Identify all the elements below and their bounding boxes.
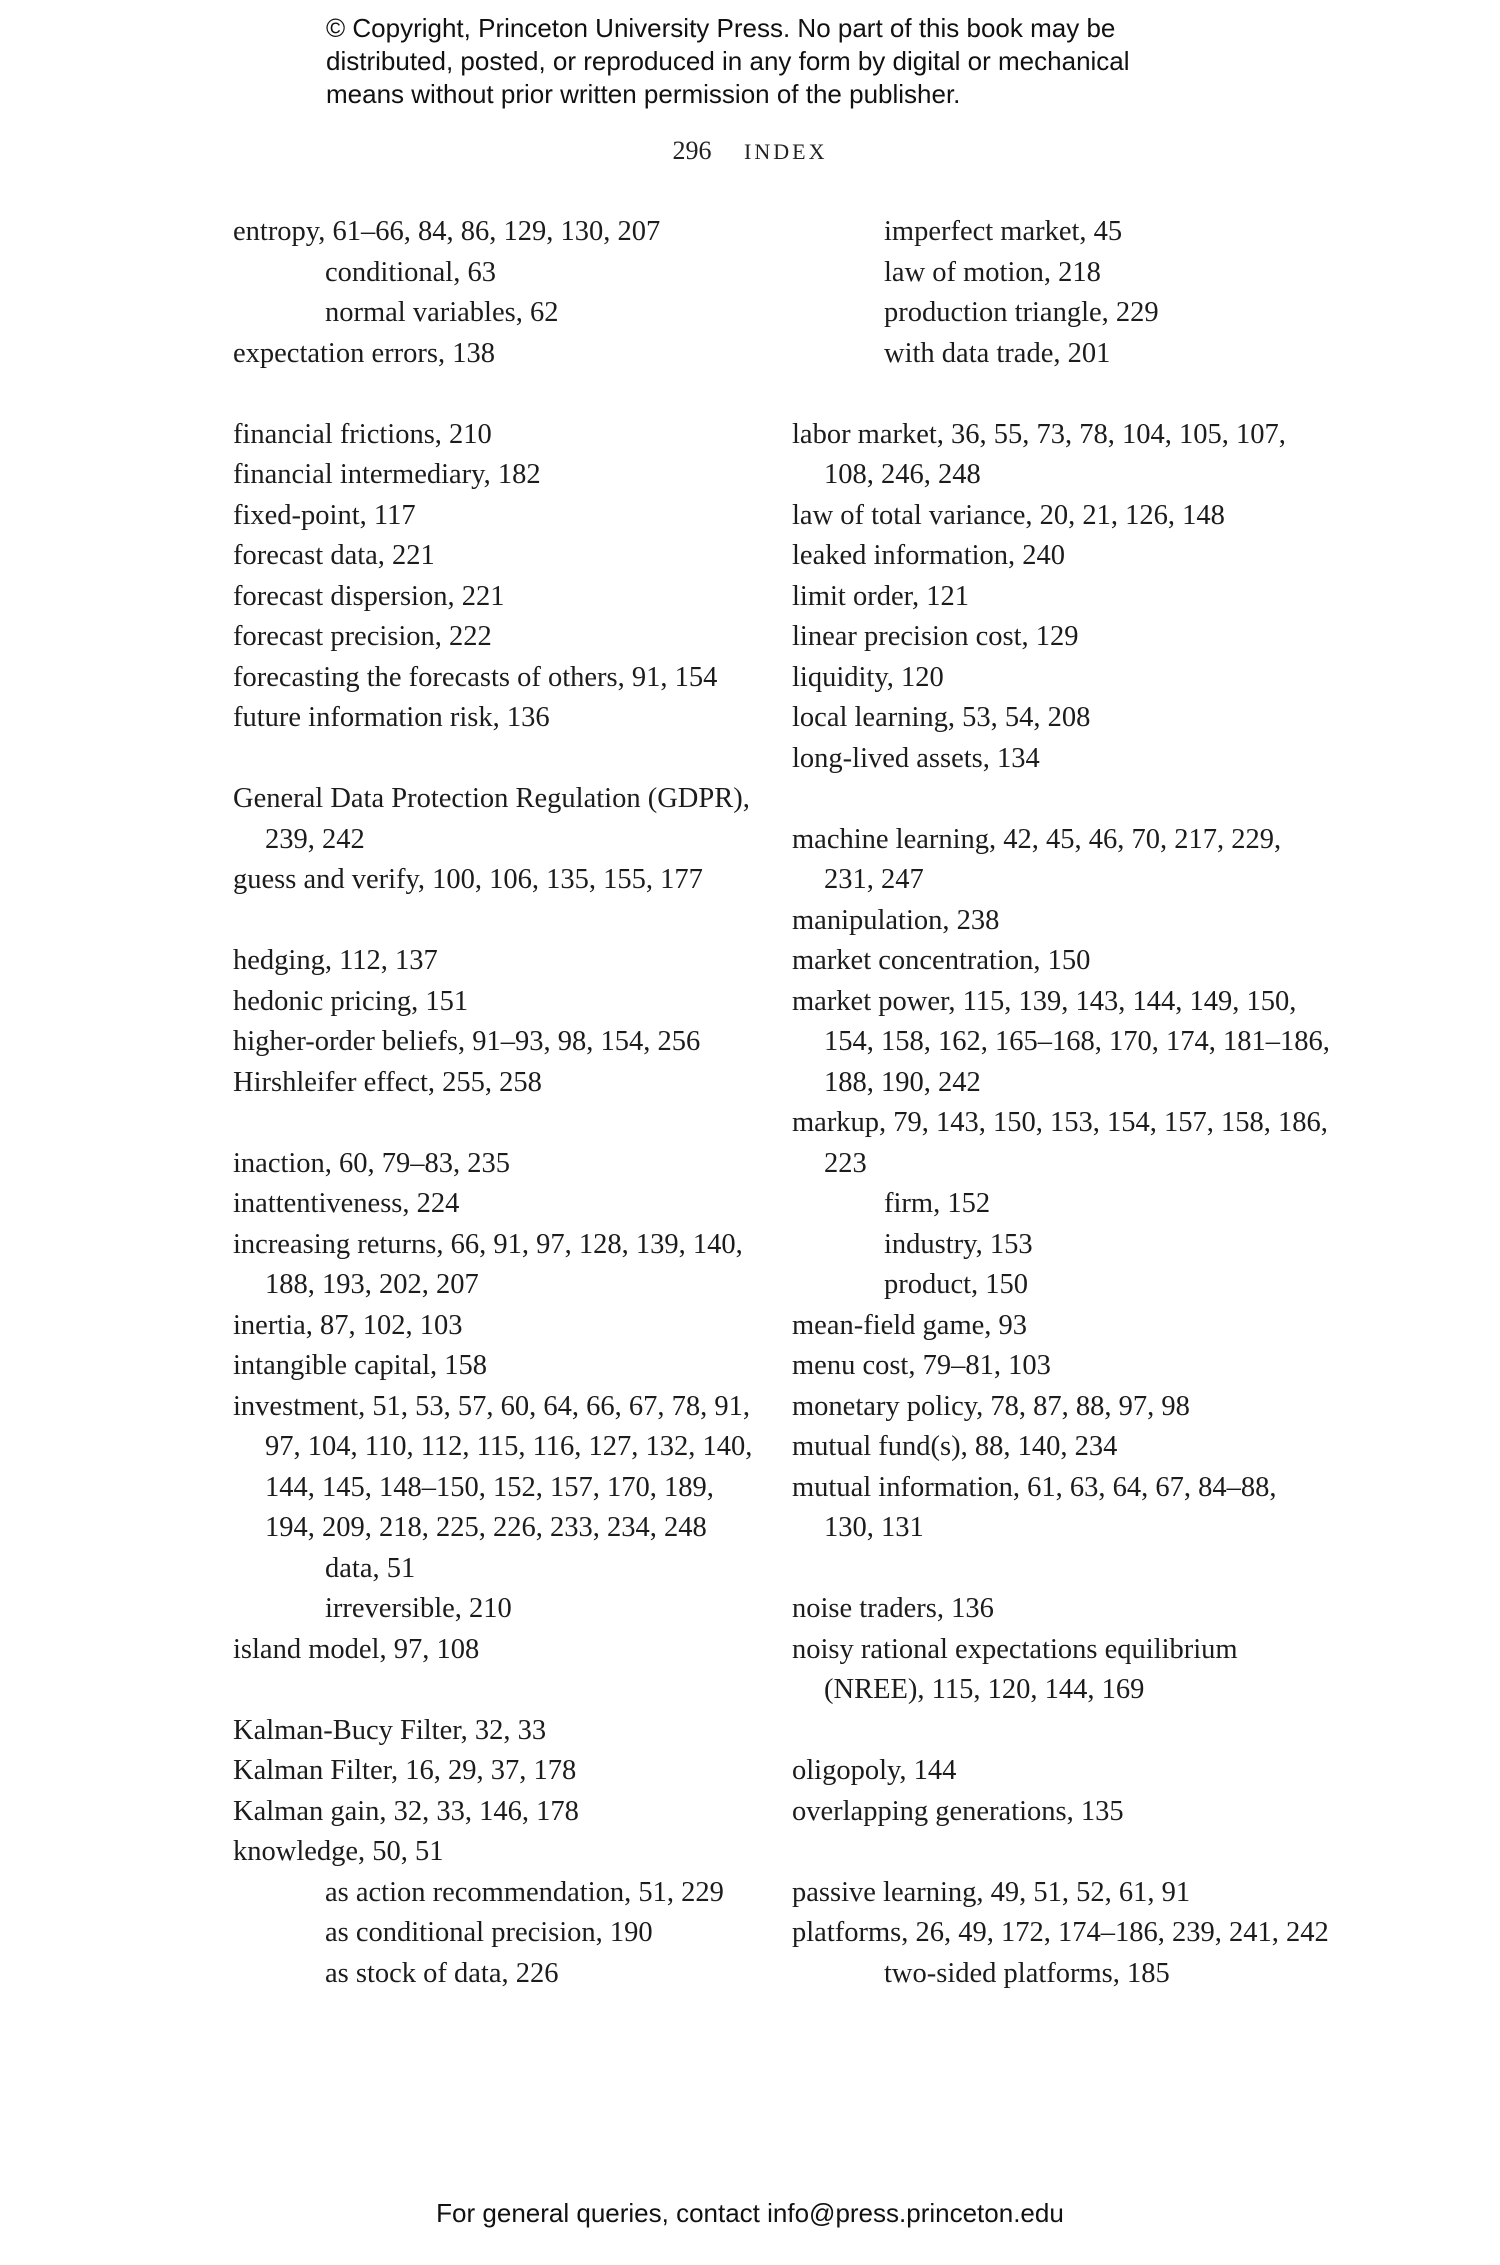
index-entry: expectation errors, 138: [233, 337, 495, 369]
index-entry: linear precision cost, 129: [792, 621, 1079, 652]
index-subentry: as stock of data, 226: [325, 1957, 559, 1989]
index-entry: passive learning, 49, 51, 52, 61, 91: [792, 1876, 1191, 1908]
letter-group-gap: [792, 374, 1332, 415]
index-entry: Kalman Filter, 16, 29, 37, 178: [233, 1755, 577, 1786]
index-entry: inattentiveness, 224: [233, 1188, 460, 1219]
index-entry: noise traders, 136: [792, 1593, 994, 1624]
index-subentry: conditional, 63: [325, 256, 496, 288]
section-title: INDEX: [744, 139, 828, 164]
index-entry: local learning, 53, 54, 208: [792, 702, 1091, 733]
index-column-right: [792, 212, 1332, 1994]
index-subentry: as conditional precision, 190: [325, 1917, 653, 1948]
index-entry: inertia, 87, 102, 103: [233, 1309, 463, 1341]
index-entry: increasing returns, 66, 91, 97, 128, 139, 140, 188, 193, 202, 207: [233, 1228, 743, 1300]
index-entry: long-lived assets, 134: [792, 742, 1040, 774]
index-entry: leaked information, 240: [792, 540, 1066, 571]
index-column-left: [233, 212, 753, 1994]
index-entry: mean-field game, 93: [792, 1309, 1028, 1341]
letter-group-gap: [792, 1711, 1332, 1752]
index-entry: machine learning, 42, 45, 46, 70, 217, 229, 231, 247: [792, 823, 1282, 895]
running-head: [0, 136, 1500, 166]
index-entry: oligopoly, 144: [792, 1755, 957, 1786]
index-entry: Kalman-Bucy Filter, 32, 33: [233, 1714, 547, 1746]
index-entry: future information risk, 136: [233, 702, 550, 733]
index-entry: markup, 79, 143, 150, 153, 154, 157, 158, 186, 223: [792, 1107, 1328, 1179]
index-entry: financial intermediary, 182: [233, 459, 541, 490]
index-entry: mutual information, 61, 63, 64, 67, 84–88, 130, 131: [792, 1471, 1277, 1543]
letter-group-gap: [792, 779, 1332, 820]
footer-contact: For general queries, contact info@press.princeton.edu: [436, 2198, 1064, 2228]
index-subentry: as action recommendation, 51, 229: [325, 1876, 724, 1908]
index-entry: forecast dispersion, 221: [233, 580, 505, 612]
index-entry: mutual fund(s), 88, 140, 234: [792, 1431, 1118, 1462]
index-entry: guess and verify, 100, 106, 135, 155, 177: [233, 864, 703, 895]
index-subentry: data, 51: [325, 1552, 416, 1584]
index-entry: monetary policy, 78, 87, 88, 97, 98: [792, 1390, 1190, 1422]
index-entry: forecast data, 221: [233, 540, 435, 571]
index-subentry: firm, 152: [884, 1188, 991, 1219]
index-entry: law of total variance, 20, 21, 126, 148: [792, 499, 1225, 531]
index-entry: labor market, 36, 55, 73, 78, 104, 105, 107, 108, 246, 248: [792, 418, 1286, 490]
index-entry: island model, 97, 108: [233, 1633, 480, 1665]
index-entry: General Data Protection Regulation (GDPR), 239, 242: [233, 783, 750, 855]
index-entry: higher-order beliefs, 91–93, 98, 154, 256: [233, 1026, 701, 1057]
letter-group-gap: [792, 1549, 1332, 1590]
index-entry: market concentration, 150: [792, 945, 1091, 976]
index-entry: limit order, 121: [792, 580, 969, 612]
index-entry: intangible capital, 158: [233, 1350, 488, 1381]
letter-group-gap: [233, 901, 753, 942]
index-entry: fixed-point, 117: [233, 499, 416, 531]
index-subentry: product, 150: [884, 1269, 1029, 1300]
index-entry: knowledge, 50, 51: [233, 1836, 444, 1867]
index-entry: menu cost, 79–81, 103: [792, 1350, 1051, 1381]
index-entry: investment, 51, 53, 57, 60, 64, 66, 67, 78, 91, 97, 104, 110, 112, 115, 116, 127, 132, 140, 144, 145, 148–150, 152, 157, 170, 189, 194, 209, 218, 225, 226, 233, 234, 248: [233, 1390, 753, 1543]
index-subentry: with data trade, 201: [884, 337, 1111, 369]
index-subentry: industry, 153: [884, 1228, 1033, 1260]
index-entry: noisy rational expectations equilibrium (NREE), 115, 120, 144, 169: [792, 1633, 1238, 1705]
letter-group-gap: [233, 1670, 753, 1711]
copyright-line: means without prior written permission of the publisher.: [326, 79, 961, 109]
index-entry: liquidity, 120: [792, 661, 944, 693]
index-entry: hedonic pricing, 151: [233, 985, 469, 1017]
copyright-notice: [326, 12, 1226, 111]
index-entry: hedging, 112, 137: [233, 945, 438, 976]
index-subentry: normal variables, 62: [325, 297, 559, 328]
letter-group-gap: [792, 1832, 1332, 1873]
copyright-line: © Copyright, Princeton University Press. No part of this book may be: [326, 13, 1116, 43]
index-entry: inaction, 60, 79–83, 235: [233, 1147, 511, 1179]
index-subentry: production triangle, 229: [884, 297, 1159, 328]
index-entry: entropy, 61–66, 84, 86, 129, 130, 207: [233, 216, 661, 247]
index-entry: manipulation, 238: [792, 904, 1000, 936]
page-number: 296: [672, 136, 712, 165]
index-entry: Kalman gain, 32, 33, 146, 178: [233, 1795, 579, 1827]
index-entry: financial frictions, 210: [233, 418, 492, 450]
letter-group-gap: [233, 1103, 753, 1144]
index-subentry: irreversible, 210: [325, 1593, 512, 1624]
index-entry: Hirshleifer effect, 255, 258: [233, 1066, 542, 1098]
index-entry: market power, 115, 139, 143, 144, 149, 150, 154, 158, 162, 165–168, 170, 174, 181–186, 188, 190, 242: [792, 985, 1330, 1098]
index-entry: overlapping generations, 135: [792, 1795, 1124, 1827]
index-entry: forecasting the forecasts of others, 91, 154: [233, 661, 718, 693]
letter-group-gap: [233, 739, 753, 780]
copyright-line: distributed, posted, or reproduced in any form by digital or mechanical: [326, 46, 1130, 76]
index-subentry: law of motion, 218: [884, 256, 1101, 288]
index-entry: forecast precision, 222: [233, 621, 492, 652]
index-subentry: imperfect market, 45: [884, 216, 1123, 247]
letter-group-gap: [233, 374, 753, 415]
index-subentry: two-sided platforms, 185: [884, 1957, 1170, 1989]
index-entry: platforms, 26, 49, 172, 174–186, 239, 241, 242: [792, 1917, 1329, 1948]
